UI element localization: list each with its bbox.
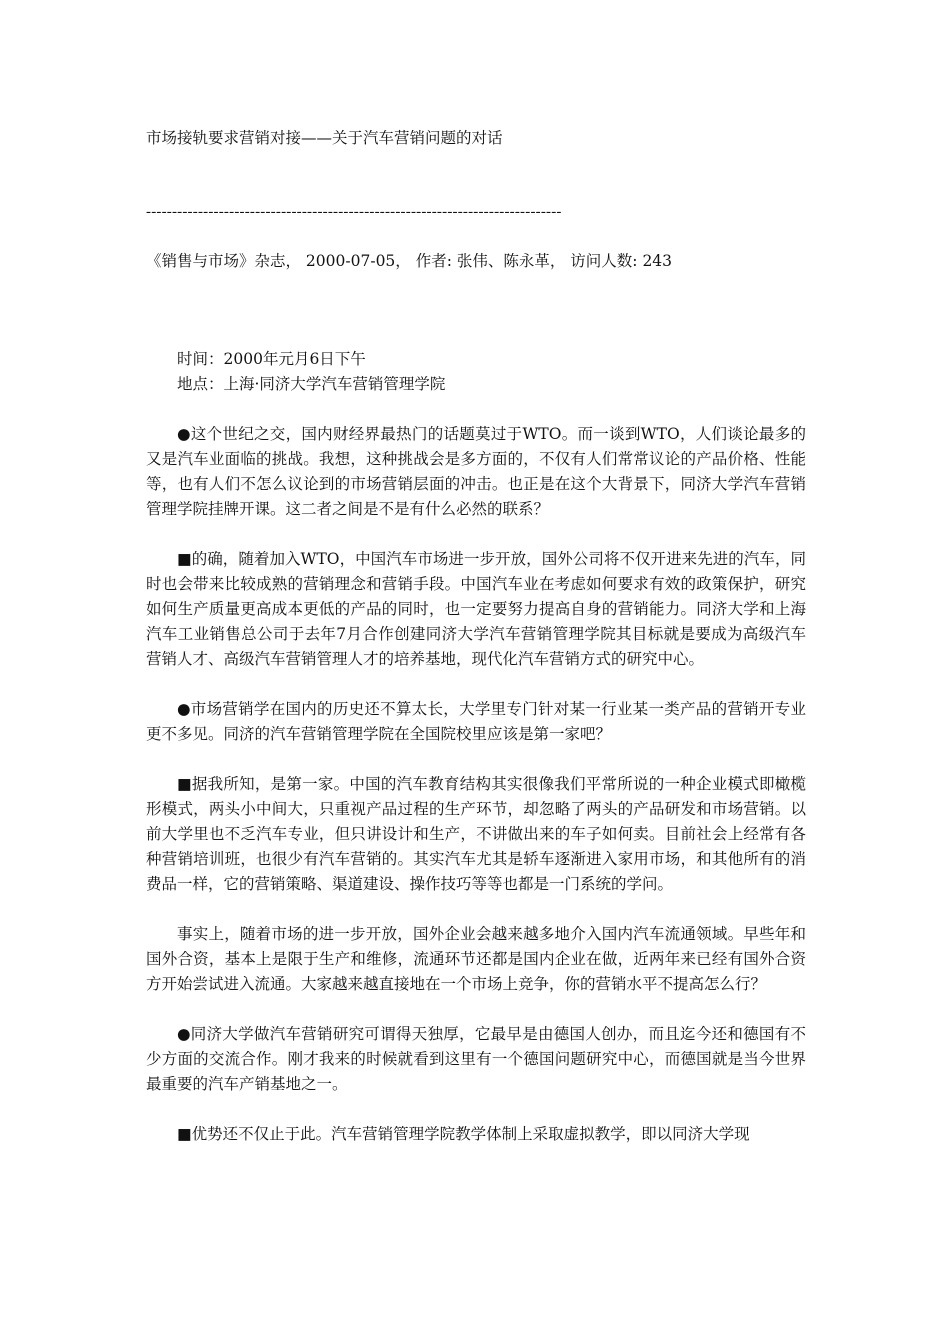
paragraph: 事实上，随着市场的进一步开放，国外企业会越来越多地介入国内汽车流通领域。早些年和国外合资，基本上是限于生产和维修，流通环节还都是国内企业在做，近两年来已经有国外合资方开始尝试进入流通。大家越来越直接地在一个市场上竞争，你的营销水平不提高怎么行？ <box>146 925 806 993</box>
article-body <box>146 347 806 1147</box>
paragraph: ■据我所知，是第一家。中国的汽车教育结构其实很像我们平常所说的一种企业模式即橄榄形模式，两头小中间大，只重视产品过程的生产环节，却忽略了两头的产品研发和市场营销。以前大学里也不乏汽车专业，但只讲设计和生产，不讲做出来的车子如何卖。目前社会上经常有各种营销培训班，也很少有汽车营销的。其实汽车尤其是轿车逐渐进入家用市场，和其他所有的消费品一样，它的营销策略、渠道建设、操作技巧等等也都是一门系统的学问。 <box>146 775 806 893</box>
paragraph: ●市场营销学在国内的历史还不算太长，大学里专门针对某一行业某一类产品的营销开专业更不多见。同济的汽车营销管理学院在全国院校里应该是第一家吧？ <box>146 700 806 743</box>
paragraph: ■优势还不仅止于此。汽车营销管理学院教学体制上采取虚拟教学，即以同济大学现 <box>177 1125 750 1143</box>
paragraph: ●这个世纪之交，国内财经界最热门的话题莫过于WTO。而一谈到WTO，人们谈论最多的又是汽车业面临的挑战。我想，这种挑战会是多方面的，不仅有人们常常议论的产品价格、性能等，也有人们不怎么议论到的市场营销层面的冲击。也正是在这个大背景下，同济大学汽车营销管理学院挂牌开课。这二者之间是不是有什么必然的联系？ <box>146 425 806 518</box>
separator-line: -------------------------------------------------------------------------------- <box>146 204 562 220</box>
place-line: 地点：上海·同济大学汽车营销管理学院 <box>177 375 446 393</box>
paragraph: ●同济大学做汽车营销研究可谓得天独厚，它最早是由德国人创办，而且迄今还和德国有不少方面的交流合作。刚才我来的时候就看到这里有一个德国问题研究中心，而德国就是当今世界最重要的汽车产销基地之一。 <box>146 1025 806 1093</box>
article-meta: 《销售与市场》杂志， 2000-07-05， 作者: 张伟、陈永革， 访问人数: 243 <box>146 252 673 270</box>
time-line: 时间：2000年元月6日下午 <box>177 350 366 368</box>
article-title: 市场接轨要求营销对接——关于汽车营销问题的对话 <box>146 129 503 147</box>
paragraph: ■的确，随着加入WTO，中国汽车市场进一步开放，国外公司将不仅开进来先进的汽车，同时也会带来比较成熟的营销理念和营销手段。中国汽车业在考虑如何要求有效的政策保护，研究如何生产质量更高成本更低的产品的同时，也一定要努力提高自身的营销能力。同济大学和上海汽车工业销售总公司于去年7月合作创建同济大学汽车营销管理学院其目标就是要成为高级汽车营销人才、高级汽车营销管理人才的培养基地，现代化汽车营销方式的研究中心。 <box>146 550 806 668</box>
